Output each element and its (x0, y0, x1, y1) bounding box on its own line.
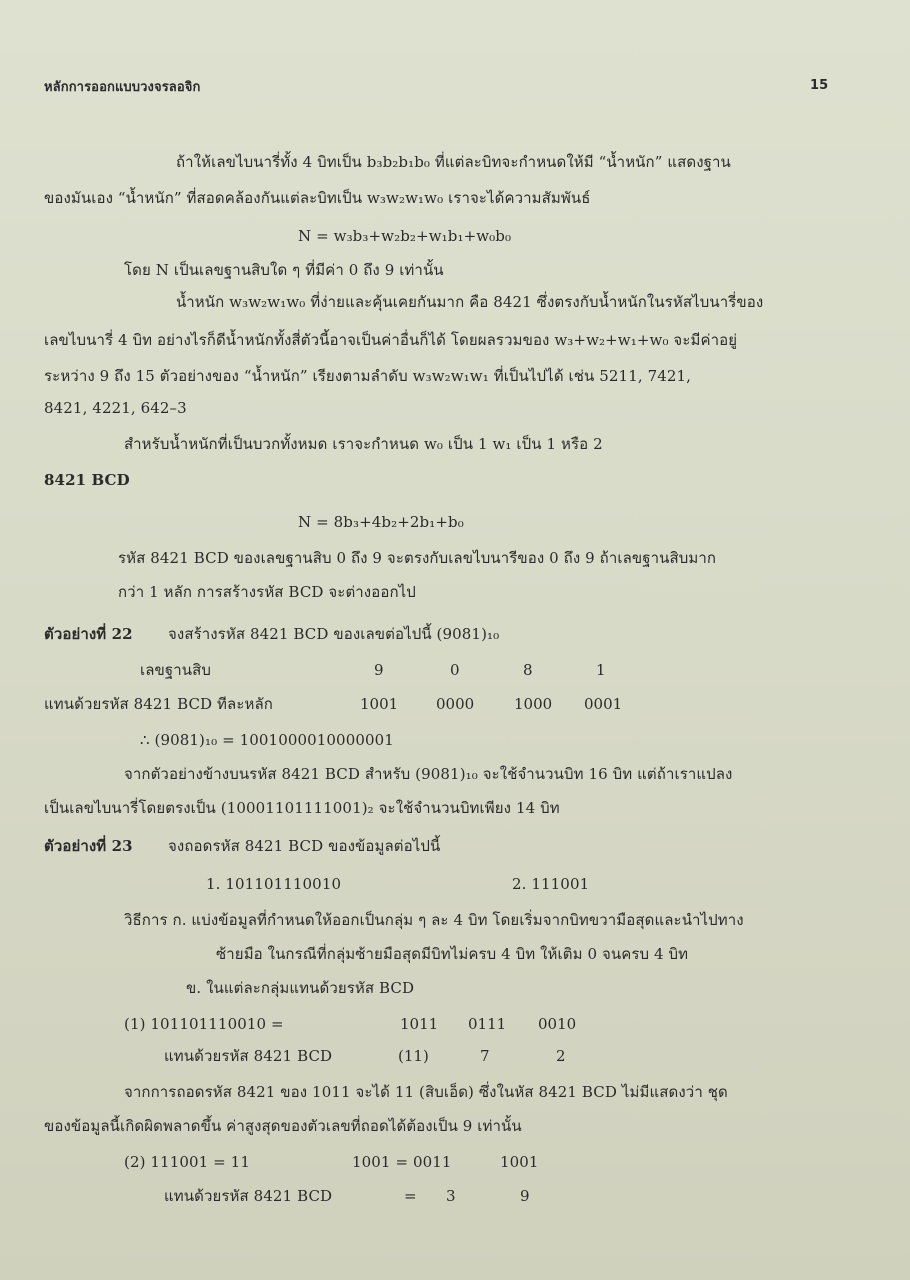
decoded-value: 2 (556, 1047, 566, 1065)
paragraph-line: ของมันเอง “น้ำหนัก” ที่สอดคล้องกันแต่ละบิทเป็น w₃w₂w₁w₀ เราจะได้ความสัมพันธ์ (44, 189, 591, 207)
example-label: ตัวอย่างที่ 22 (44, 625, 133, 643)
running-header: หลักการออกแบบวงจรลอจิก (44, 80, 201, 95)
equals-sign: = (404, 1187, 417, 1205)
paragraph-line: น้ำหนัก w₃w₂w₁w₀ ที่ง่ายและคุ้นเคยกันมาก คือ 8421 ซึ่งตรงกับน้ำหนักในรหัสไบนารี่ของ (176, 293, 764, 311)
decimal-digit: 8 (523, 661, 533, 679)
bcd-code: 0001 (584, 695, 623, 713)
page-number: 15 (810, 78, 829, 93)
paragraph-line: จากการถอดรหัส 8421 ของ 1011 จะได้ 11 (สิบเอ็ด) ซึ่งในหัส 8421 BCD ไม่มีแสดงว่า ชุด (124, 1083, 728, 1101)
solution-label: แทนด้วยรหัส 8421 BCD (164, 1187, 333, 1205)
solution-groups: 1001 = 0011 (352, 1153, 452, 1171)
paragraph-line: กว่า 1 หลัก การสร้างรหัส BCD จะต่างออกไป (118, 583, 416, 601)
result-line: ∴ (9081)₁₀ = 1001000010000001 (140, 731, 394, 749)
bcd-group: 0010 (538, 1015, 577, 1033)
bcd-group: 0111 (468, 1015, 507, 1033)
decoded-value: 3 (446, 1187, 456, 1205)
row-label: แทนด้วยรหัส 8421 BCD ทีละหลัก (44, 695, 273, 713)
example-text: จงถอดรหัส 8421 BCD ของข้อมูลต่อไปนี้ (168, 837, 441, 855)
equation: N = 8b₃+4b₂+2b₁+b₀ (298, 513, 464, 531)
decimal-digit: 1 (596, 661, 606, 679)
method-line: วิธีการ ก. แบ่งข้อมูลที่กำหนดให้ออกเป็นกลุ่ม ๆ ละ 4 บิท โดยเริ่มจากบิทขวามือสุดและนำไปทาง (124, 911, 744, 929)
bcd-code: 1001 (360, 695, 399, 713)
method-line: ซ้ายมือ ในกรณีที่กลุ่มซ้ายมือสุดมีบิทไม่ครบ 4 บิท ให้เติม 0 จนครบ 4 บิท (216, 945, 689, 963)
decoded-value: (11) (398, 1047, 429, 1065)
method-line: ข. ในแต่ละกลุ่มแทนด้วยรหัส BCD (186, 979, 415, 997)
paragraph-line: รหัส 8421 BCD ของเลขฐานสิบ 0 ถึง 9 จะตรงกับเลขไบนารีของ 0 ถึง 9 ถ้าเลขฐานสิบมาก (118, 549, 717, 567)
solution-groups: 1001 (500, 1153, 539, 1171)
paragraph-line: สำหรับน้ำหนักที่เป็นบวกทั้งหมด เราจะกำหนด w₀ เป็น 1 w₁ เป็น 1 หรือ 2 (124, 435, 603, 453)
bcd-code: 0000 (436, 695, 475, 713)
paragraph-line: เลขไบนารี่ 4 บิท อย่างไรก็ดีน้ำหนักทั้งสี่ตัวนี้อาจเป็นค่าอื่นก็ได้ โดยผลรวมของ w₃+w₂+w₁+w₀ จะมีค่าอยู่ (44, 331, 738, 349)
paragraph-line: ระหว่าง 9 ถึง 15 ตัวอย่างของ “น้ำหนัก” เรียงตามลำดับ w₃w₂w₁w₁ ที่เป็นไปได้ เช่น 5211, 7421, (44, 367, 692, 385)
example-label: ตัวอย่างที่ 23 (44, 837, 133, 855)
paragraph-line: 8421, 4221, 642–3 (44, 399, 187, 417)
paragraph-line: ของข้อมูลนี้เกิดผิดพลาดขึ้น ค่าสูงสุดของตัวเลขที่ถอดได้ต้องเป็น 9 เท่านั้น (44, 1117, 522, 1135)
problem-item: 1. 101101110010 (206, 875, 342, 893)
row-label: เลขฐานสิบ (140, 661, 212, 679)
decimal-digit: 0 (450, 661, 460, 679)
solution-label: แทนด้วยรหัส 8421 BCD (164, 1047, 333, 1065)
bcd-group: 1011 (400, 1015, 439, 1033)
bcd-code: 1000 (514, 695, 553, 713)
paragraph-line: เป็นเลขไบนารี่โดยตรงเป็น (10001101111001)₂ จะใช้จำนวนบิทเพียง 14 บิท (44, 799, 560, 817)
paragraph-line: ถ้าให้เลขไบนารี่ทั้ง 4 บิทเป็น b₃b₂b₁b₀ ที่แต่ละบิทจะกำหนดให้มี “น้ำหนัก” แสดงฐาน (176, 153, 731, 171)
equation: N = w₃b₃+w₂b₂+w₁b₁+w₀b₀ (298, 227, 512, 245)
decimal-digit: 9 (374, 661, 384, 679)
solution-label: (1) 101101110010 = (124, 1015, 284, 1033)
paragraph-line: โดย N เป็นเลขฐานสิบใด ๆ ที่มีค่า 0 ถึง 9 เท่านั้น (124, 261, 444, 279)
solution-label: (2) 111001 = 11 (124, 1153, 250, 1171)
paragraph-line: จากตัวอย่างข้างบนรหัส 8421 BCD สำหรับ (9081)₁₀ จะใช้จำนวนบิท 16 บิท แต่ถ้าเราแปลง (124, 765, 733, 783)
example-text: จงสร้างรหัส 8421 BCD ของเลขต่อไปนี้ (9081)₁₀ (168, 625, 500, 643)
decoded-value: 9 (520, 1187, 530, 1205)
section-heading: 8421 BCD (44, 471, 130, 489)
decoded-value: 7 (480, 1047, 490, 1065)
problem-item: 2. 111001 (512, 875, 590, 893)
